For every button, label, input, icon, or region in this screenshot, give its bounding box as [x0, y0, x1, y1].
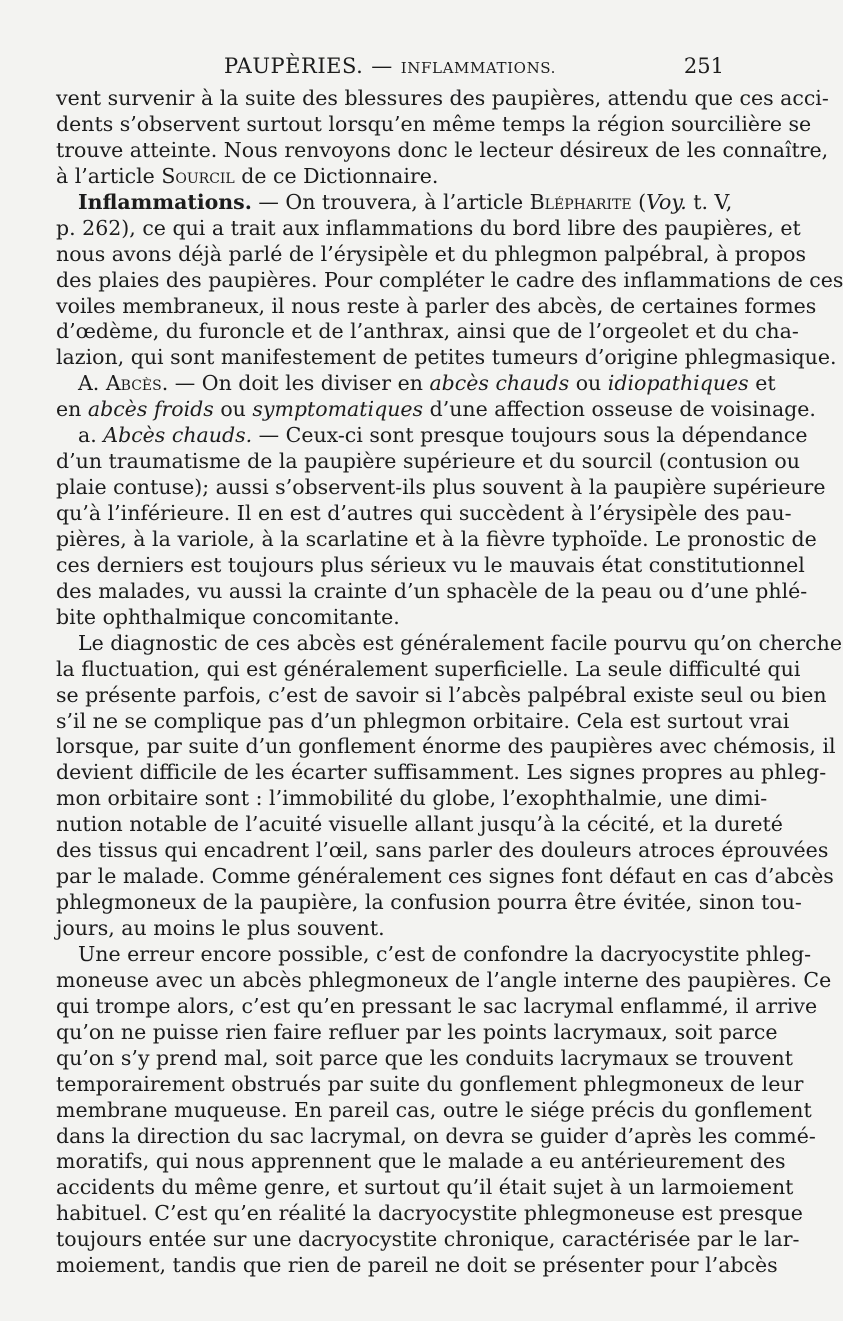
text-line: des plaies des paupières. Pour compléter le cadre des inflammations de ces — [56, 267, 843, 292]
styled-run-ital: Voy. — [646, 189, 687, 214]
header-separator: — — [371, 54, 393, 78]
text-line: temporairement obstrués par suite du gonflement phlegmoneux de leur — [56, 1071, 804, 1096]
text-line: lazion, qui sont manifestement de petites tumeurs d’origine phlegmasique. — [56, 345, 837, 370]
styled-run-sc: Abcès. — [105, 371, 169, 396]
text-line: qu’on s’y prend mal, soit parce que les conduits lacrymaux se trouvent — [56, 1045, 793, 1070]
text-line: nution notable de l’acuité visuelle allant jusqu’à la cécité, et la dureté — [56, 812, 783, 837]
text-run: à l’article — [56, 163, 162, 188]
text-run: d’une affection osseuse de voisinage. — [423, 397, 816, 422]
text-line: vent survenir à la suite des blessures des paupières, attendu que ces acci- — [56, 86, 829, 110]
text-line: ces derniers est toujours plus sérieux vu le mauvais état constitutionnel — [56, 552, 805, 577]
text-run: — On doit les diviser en — [168, 371, 430, 396]
text-run: — Ceux-ci sont presque toujours sous la dépendance — [252, 423, 808, 448]
text-line: dents s’observent surtout lorsqu’en même temps la région sourcilière se — [56, 111, 812, 136]
styled-run-ital: abcès chauds — [429, 371, 570, 396]
text-line: p. 262), ce qui a trait aux inflammations du bord libre des paupières, et — [56, 215, 801, 240]
text-line: se présente parfois, c’est de savoir si l’abcès palpébral existe seul ou bien — [56, 682, 827, 707]
text-line: la fluctuation, qui est généralement superficielle. La seule difficulté qui — [56, 656, 801, 681]
text-line — [56, 423, 808, 449]
text-run: ou — [569, 371, 608, 396]
text-line: s’il ne se complique pas d’un phlegmon orbitaire. Cela est surtout vrai — [56, 708, 790, 733]
text-line: des malades, vu aussi la crainte d’un sphacèle de la peau ou d’une phlé- — [56, 578, 808, 603]
text-line: membrane muqueuse. En pareil cas, outre le siége précis du gonflement — [56, 1097, 812, 1122]
text-line: accidents du même genre, et surtout qu’il était sujet à un larmoiement — [56, 1175, 794, 1200]
text-line: d’œdème, du furoncle et de l’anthrax, ainsi que de l’orgeolet et du cha- — [56, 319, 799, 344]
styled-run-ital: symptomatiques — [252, 397, 424, 422]
styled-run-ital: Abcès chauds. — [103, 423, 253, 448]
styled-run-bold: Inflammations. — [78, 189, 252, 214]
text-line: jours, au moins le plus souvent. — [56, 916, 385, 940]
text-line: des tissus qui encadrent l’œil, sans parler des douleurs atroces éprouvées — [56, 838, 829, 863]
styled-run-ital: abcès froids — [87, 397, 214, 422]
styled-run-sc: Sourcil — [161, 163, 235, 188]
header-title — [56, 54, 724, 78]
text-line — [56, 189, 733, 216]
text-line: Une erreur encore possible, c’est de confondre la dacryocystite phleg- — [78, 941, 812, 966]
text-line: qui trompe alors, c’est qu’en pressant le sac lacrymal enflammé, il arrive — [56, 993, 818, 1018]
text-line: qu’on ne puisse rien faire refluer par les points lacrymaux, soit parce — [56, 1019, 778, 1044]
text-line — [56, 397, 816, 423]
text-run: — On trouvera, à l’article — [251, 189, 530, 214]
text-run: a. — [78, 423, 104, 448]
text-line — [56, 164, 724, 190]
running-header — [56, 48, 724, 82]
text-run: et — [748, 371, 776, 396]
text-line: moratifs, qui nous apprennent que le malade a eu antérieurement des — [56, 1149, 786, 1174]
text-run: ( — [631, 189, 647, 214]
text-line: moiement, tandis que rien de pareil ne doit se présenter pour l’abcès — [56, 1253, 778, 1278]
text-line: d’un traumatisme de la paupière supérieure et du sourcil (contusion ou — [56, 449, 800, 474]
text-line: moneuse avec un abcès phlegmoneux de l’angle interne des paupières. Ce — [56, 967, 832, 992]
page-number: 251 — [683, 54, 724, 78]
text-line: voiles membraneux, il nous reste à parler des abcès, de certaines formes — [56, 293, 817, 318]
text-line — [56, 371, 776, 397]
text-run: ou — [213, 397, 253, 422]
text-line: mon orbitaire sont : l’immobilité du globe, l’exophthalmie, une dimi- — [56, 786, 768, 811]
text-run: A. — [78, 371, 106, 396]
text-line: lorsque, par suite d’un gonflement énorme des paupières avec chémosis, il — [56, 734, 836, 759]
text-line: par le malade. Comme généralement ces signes font défaut en cas d’abcès — [56, 864, 834, 889]
styled-run-sc: Blépharite — [529, 189, 632, 214]
text-line: devient difficile de les écarter suffisamment. Les signes propres au phleg- — [56, 760, 827, 785]
text-line: dans la direction du sac lacrymal, on devra se guider d’après les commé- — [56, 1123, 816, 1148]
text-line: bite ophthalmique concomitante. — [56, 604, 400, 629]
text-line: toujours entée sur une dacryocystite chronique, caractérisée par le lar- — [56, 1227, 800, 1252]
section-title: INFLAMMATIONS. — [400, 59, 557, 77]
text-line: Le diagnostic de ces abcès est généralement facile pourvu qu’on cherche — [78, 630, 842, 655]
text-line: phlegmoneux de la paupière, la confusion pourra être évitée, sinon tou- — [56, 890, 802, 915]
text-line: plaie contuse); aussi s’observent-ils plus souvent à la paupière supérieure — [56, 475, 826, 500]
text-line: pières, à la variole, à la scarlatine et à la fièvre typhoïde. Le pronostic de — [56, 526, 817, 551]
text-line: habituel. C’est qu’en réalité la dacryocystite phlegmoneuse est presque — [56, 1201, 803, 1226]
text-run: t. V, — [686, 189, 733, 214]
text-line: nous avons déjà parlé de l’érysipèle et du phlegmon palpébral, à propos — [56, 241, 807, 266]
text-line: qu’à l’inférieure. Il en est d’autres qui succèdent à l’érysipèle des pau- — [56, 501, 792, 525]
styled-run-ital: idiopathiques — [607, 371, 749, 396]
body-text — [56, 86, 843, 1279]
text-run: de ce Dictionnaire. — [234, 163, 439, 188]
chapter-title: PAUPÈRIES. — [223, 54, 364, 78]
text-line: trouve atteinte. Nous renvoyons donc le lecteur désireux de les connaître, — [56, 137, 829, 162]
text-run: en — [56, 397, 88, 422]
